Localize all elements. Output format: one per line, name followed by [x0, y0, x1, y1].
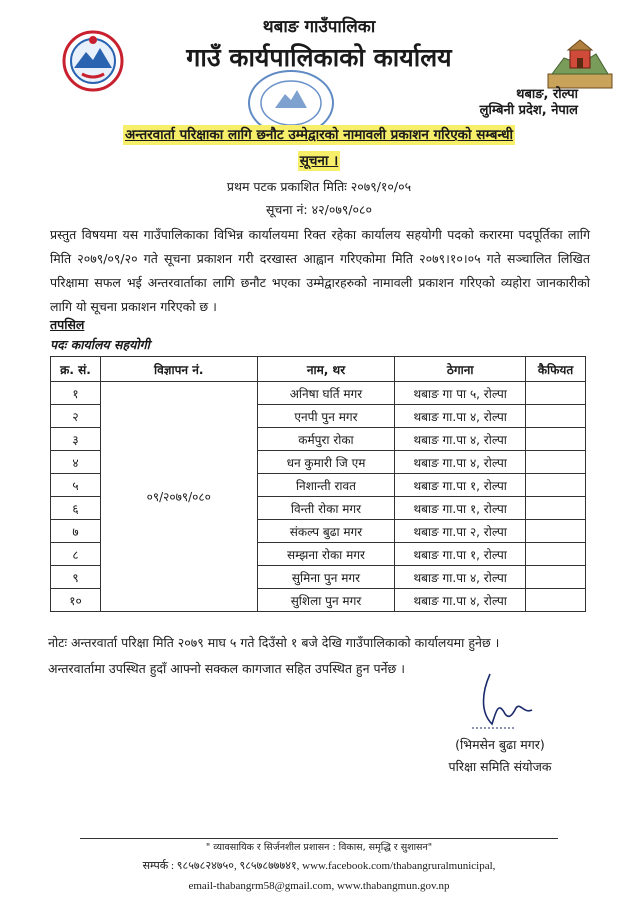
cell-address: थबाङ गा.पा १, रोल्पा	[395, 543, 526, 566]
cell-sn: ४	[51, 451, 101, 474]
footer-contact-line-1: सम्पर्क : ९८५७८२४७५०, ९८५७८७७७४१, www.facebook.com/thabangruralmunicipal,	[142, 860, 496, 872]
cell-sn: २	[51, 405, 101, 428]
cell-name: निशान्ती रावत	[257, 474, 395, 497]
footer-slogan: " व्यावसायिक र सिर्जनशील प्रशासन : विकास, समृद्धि र सुशासन"	[205, 842, 433, 853]
cell-name: सम्झना रोका मगर	[257, 543, 395, 566]
org-name: थबाङ गाउँपालिका	[262, 17, 376, 37]
details-label: तपसिल	[50, 317, 85, 332]
cell-address: थबाङ गा.पा ४, रोल्पा	[395, 451, 526, 474]
address-line-1: थबाङ, रोल्पा	[516, 87, 578, 102]
cell-name: सुशिला पुन मगर	[257, 589, 395, 612]
col-header-adv-no: विज्ञापन नं.	[100, 357, 257, 382]
office-title: गाउँ कार्यपालिकाको कार्यालय	[186, 43, 452, 72]
cell-sn: ३	[51, 428, 101, 451]
cell-remarks	[526, 520, 586, 543]
notice-title	[64, 122, 574, 174]
notice-title-line-1: अन्तरवार्ता परिक्षाका लागि छनौट उम्मेद्वारको नामावली प्रकाशन गरिएको सम्बन्धी	[124, 127, 513, 143]
col-header-sn: क्र. सं.	[51, 357, 101, 382]
published-date: प्रथम पटक प्रकाशित मितिः २०७९/१०/०५	[226, 179, 412, 194]
cell-address: थबाङ गा.पा ४, रोल्पा	[395, 566, 526, 589]
footer-contact-line-2: email-thabangrm58@gmail.com, www.thabangmun.gov.np	[188, 880, 450, 892]
cell-address: थबाङ गा.पा ४, रोल्पा	[395, 405, 526, 428]
col-header-name: नाम, थर	[257, 357, 395, 382]
cell-sn: ७	[51, 520, 101, 543]
signatory-role: परिक्षा समिति संयोजक	[448, 759, 552, 774]
cell-address: थबाङ गा.पा १, रोल्पा	[395, 497, 526, 520]
cell-name: सुमिना पुन मगर	[257, 566, 395, 589]
table-header-row	[51, 357, 586, 382]
cell-sn: ९	[51, 566, 101, 589]
cell-address: थबाङ गा.पा ४, रोल्पा	[395, 428, 526, 451]
cell-name: विन्ती रोका मगर	[257, 497, 395, 520]
cell-remarks	[526, 543, 586, 566]
cell-sn: ८	[51, 543, 101, 566]
notice-body: प्रस्तुत विषयमा यस गाउँपालिकाका विभिन्न कार्यालयमा रिक्त रहेका कार्यालय सहयोगी पदको करारमा पदपूर्तिका लागि मिति २०७९/०९/२० गते सूचना प्रकाशन गरी दरखास्त आह्वान गरिएकोमा मिति २०७९।१०।०५ गते सञ्चालित लिखित परिक्षामा सफल भई अन्तरवार्ताका लागि छनौट भएका उम्मेद्वारहरुको नामावली प्रकाशन गरिएको व्यहोरा जानकारीको लागि यो सूचना प्रकाशन गरिएको छ ।	[50, 227, 590, 314]
cell-remarks	[526, 451, 586, 474]
cell-sn: १	[51, 382, 101, 405]
note-line-2: अन्तरवार्तामा उपस्थित हुदाँ आफ्नो सक्कल कागजात सहित उपस्थित हुन पर्नेछ ।	[48, 661, 405, 676]
notice-number: सूचना नं: ४२/०७९/०८०	[265, 202, 373, 217]
cell-name: कर्मपुरा रोका	[257, 428, 395, 451]
cell-sn: १०	[51, 589, 101, 612]
post-label: पदः कार्यालय सहयोगी	[50, 337, 150, 352]
cell-remarks	[526, 589, 586, 612]
address-line-2: लुम्बिनी प्रदेश, नेपाल	[479, 103, 578, 118]
footer-divider	[80, 838, 558, 839]
signatory-name: (भिमसेन बुढा मगर)	[455, 737, 545, 752]
note-line-1: नोटः अन्तरवार्ता परिक्षा मिति २०७९ माघ ५ गते दिउँसो १ बजे देखि गाउँपालिकाको कार्यालयमा हुनेछ ।	[48, 635, 500, 650]
cell-remarks	[526, 566, 586, 589]
cell-remarks	[526, 405, 586, 428]
cell-address: थबाङ गा.पा १, रोल्पा	[395, 474, 526, 497]
col-header-address: ठेगाना	[395, 357, 526, 382]
cell-remarks	[526, 382, 586, 405]
cell-name: संकल्प बुढा मगर	[257, 520, 395, 543]
cell-remarks	[526, 497, 586, 520]
cell-address: थबाङ गा.पा ४, रोल्पा	[395, 589, 526, 612]
cell-address: थबाङ गा पा ५, रोल्पा	[395, 382, 526, 405]
table-row	[51, 382, 586, 405]
cell-address: थबाङ गा.पा २, रोल्पा	[395, 520, 526, 543]
cell-remarks	[526, 428, 586, 451]
cell-name: धन कुमारी जि एम	[257, 451, 395, 474]
signature-mark	[462, 672, 542, 732]
candidates-table	[50, 356, 586, 612]
notice-title-line-2: सूचना ।	[299, 153, 339, 169]
cell-sn: ६	[51, 497, 101, 520]
col-header-remarks: कैफियत	[526, 357, 586, 382]
cell-remarks	[526, 474, 586, 497]
cell-adv-no: ०९/२०७९/०८०	[100, 382, 257, 612]
cell-name: एनपी पुन मगर	[257, 405, 395, 428]
cell-name: अनिषा घर्ति मगर	[257, 382, 395, 405]
cell-sn: ५	[51, 474, 101, 497]
